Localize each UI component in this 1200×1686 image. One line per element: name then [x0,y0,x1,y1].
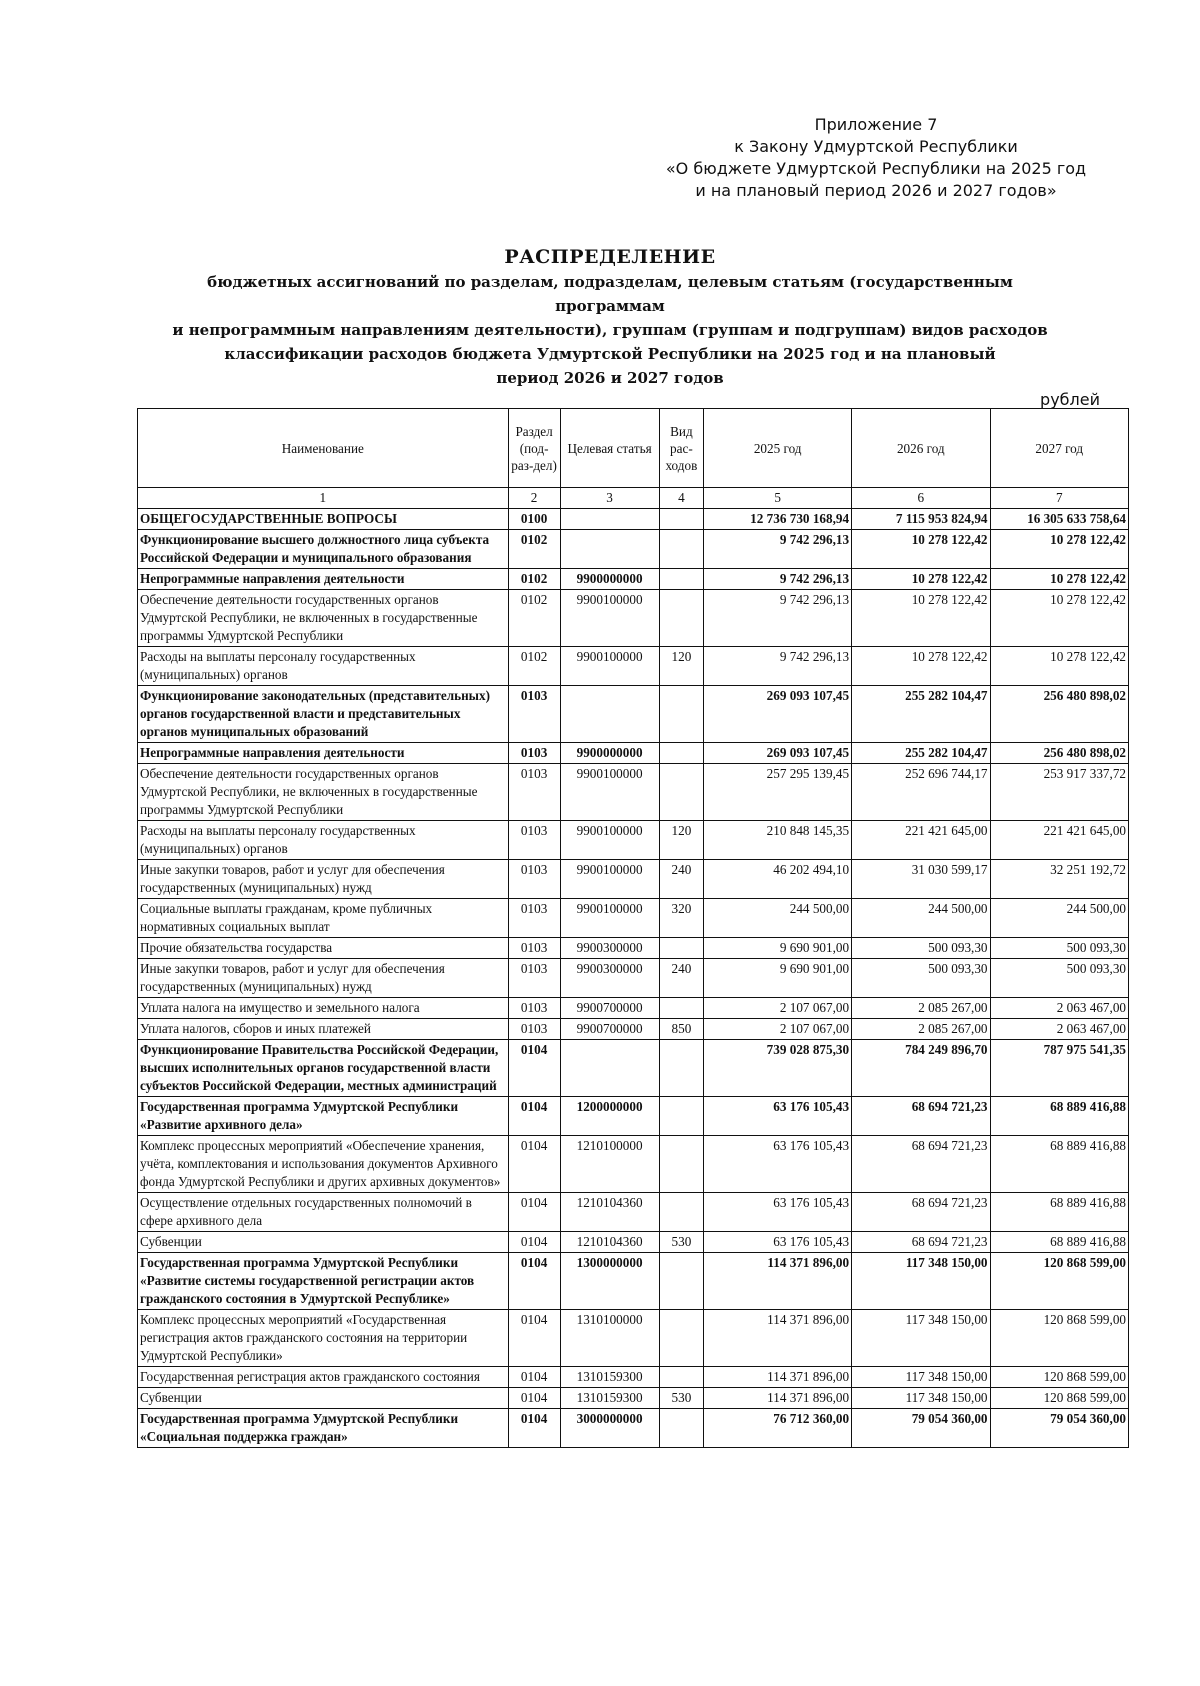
row-amount-2026: 255 282 104,47 [852,743,990,764]
row-amount-2027: 2 063 467,00 [990,998,1128,1019]
row-name: Уплата налога на имущество и земельного налога [138,998,509,1019]
column-number: 7 [990,488,1128,509]
row-section-code: 0103 [508,1019,560,1040]
row-amount-2025: 9 690 901,00 [704,959,852,998]
row-amount-2026: 252 696 744,17 [852,764,990,821]
row-amount-2025: 63 176 105,43 [704,1097,852,1136]
row-target-code: 9900100000 [560,764,659,821]
row-target-code: 9900000000 [560,569,659,590]
row-amount-2025: 63 176 105,43 [704,1136,852,1193]
row-section-code: 0104 [508,1310,560,1367]
table-row [138,743,1129,764]
row-name: Государственная регистрация актов гражданского состояния [138,1367,509,1388]
table-header-row [138,409,1129,488]
row-name: Непрограммные направления деятельности [138,569,509,590]
row-name: Иные закупки товаров, работ и услуг для обеспечения государственных (муниципальных) нужд [138,959,509,998]
row-section-code: 0104 [508,1193,560,1232]
row-section-code: 0103 [508,743,560,764]
row-expense-kind [659,530,704,569]
row-amount-2025: 9 690 901,00 [704,938,852,959]
appendix-number: Приложение 7 [814,115,938,134]
row-amount-2026: 117 348 150,00 [852,1310,990,1367]
row-amount-2026: 117 348 150,00 [852,1367,990,1388]
title-line3: классификации расходов бюджета Удмуртской Республики на 2025 год и на плановый [224,345,996,363]
row-section-code: 0104 [508,1409,560,1448]
budget-table [137,408,1129,1448]
row-amount-2025: 269 093 107,45 [704,686,852,743]
row-name: Государственная программа Удмуртской Республики «Развитие архивного дела» [138,1097,509,1136]
law-title-line1: «О бюджете Удмуртской Республики на 2025 год [665,159,1087,178]
row-amount-2027: 79 054 360,00 [990,1409,1128,1448]
row-amount-2025: 739 028 875,30 [704,1040,852,1097]
row-expense-kind: 530 [659,1232,704,1253]
row-amount-2027: 68 889 416,88 [990,1193,1128,1232]
column-number: 2 [508,488,560,509]
row-section-code: 0102 [508,530,560,569]
row-amount-2027: 120 868 599,00 [990,1367,1128,1388]
row-amount-2026: 244 500,00 [852,899,990,938]
row-amount-2027: 256 480 898,02 [990,686,1128,743]
row-name: Государственная программа Удмуртской Республики «Социальная поддержка граждан» [138,1409,509,1448]
row-name: Функционирование Правительства Российской Федерации, высших исполнительных органов государственной власти субъектов Российской Федерации, местных администраций [138,1040,509,1097]
row-target-code: 9900300000 [560,938,659,959]
row-amount-2026: 7 115 953 824,94 [852,509,990,530]
row-name: Осуществление отдельных государственных полномочий в сфере архивного дела [138,1193,509,1232]
table-row [138,590,1129,647]
row-amount-2027: 10 278 122,42 [990,569,1128,590]
row-target-code: 9900100000 [560,590,659,647]
row-name: Расходы на выплаты персоналу государственных (муниципальных) органов [138,647,509,686]
row-section-code: 0103 [508,938,560,959]
row-section-code: 0103 [508,959,560,998]
law-reference: к Закону Удмуртской Республики [734,137,1018,156]
row-amount-2025: 269 093 107,45 [704,743,852,764]
table-row [138,1097,1129,1136]
row-expense-kind [659,1367,704,1388]
column-number: 4 [659,488,704,509]
row-section-code: 0102 [508,647,560,686]
law-title-line2: и на плановый период 2026 и 2027 годов» [695,181,1057,200]
table-body [138,509,1129,1448]
row-amount-2027: 221 421 645,00 [990,821,1128,860]
row-amount-2025: 9 742 296,13 [704,569,852,590]
row-name: Уплата налогов, сборов и иных платежей [138,1019,509,1040]
row-section-code: 0104 [508,1136,560,1193]
row-target-code: 1210104360 [560,1193,659,1232]
row-section-code: 0104 [508,1253,560,1310]
table-row [138,1388,1129,1409]
row-name: Обеспечение деятельности государственных органов Удмуртской Республики, не включенных в государственные программы Удмуртской Республики [138,764,509,821]
row-section-code: 0103 [508,860,560,899]
row-section-code: 0104 [508,1040,560,1097]
row-expense-kind [659,1193,704,1232]
row-section-code: 0104 [508,1388,560,1409]
header-kind: Вид рас-ходов [659,409,704,488]
table-row [138,509,1129,530]
row-section-code: 0104 [508,1367,560,1388]
row-amount-2025: 114 371 896,00 [704,1253,852,1310]
row-expense-kind: 850 [659,1019,704,1040]
header-2025: 2025 год [704,409,852,488]
row-name: Иные закупки товаров, работ и услуг для обеспечения государственных (муниципальных) нужд [138,860,509,899]
table-row [138,998,1129,1019]
row-amount-2026: 500 093,30 [852,938,990,959]
table-row [138,959,1129,998]
row-amount-2027: 253 917 337,72 [990,764,1128,821]
row-expense-kind [659,1310,704,1367]
row-target-code: 1200000000 [560,1097,659,1136]
row-amount-2026: 2 085 267,00 [852,1019,990,1040]
column-number: 1 [138,488,509,509]
row-amount-2027: 2 063 467,00 [990,1019,1128,1040]
table-row [138,1019,1129,1040]
row-expense-kind [659,938,704,959]
row-amount-2026: 117 348 150,00 [852,1253,990,1310]
row-expense-kind [659,1253,704,1310]
row-amount-2026: 10 278 122,42 [852,569,990,590]
row-target-code: 9900700000 [560,998,659,1019]
row-amount-2025: 114 371 896,00 [704,1310,852,1367]
row-expense-kind: 240 [659,959,704,998]
row-amount-2026: 784 249 896,70 [852,1040,990,1097]
row-target-code: 1210104360 [560,1232,659,1253]
row-amount-2027: 10 278 122,42 [990,590,1128,647]
table-row [138,821,1129,860]
row-name: Функционирование высшего должностного лица субъекта Российской Федерации и муниципального образования [138,530,509,569]
row-target-code: 1310100000 [560,1310,659,1367]
row-target-code: 9900100000 [560,899,659,938]
row-target-code: 9900100000 [560,860,659,899]
row-name: Комплекс процессных мероприятий «Обеспечение хранения, учёта, комплектования и использования документов Архивного фонда Удмуртской Республики и других архивных документов» [138,1136,509,1193]
row-name: Субвенции [138,1232,509,1253]
table-row [138,1193,1129,1232]
row-expense-kind [659,1409,704,1448]
row-amount-2025: 114 371 896,00 [704,1388,852,1409]
row-section-code: 0104 [508,1232,560,1253]
table-row [138,647,1129,686]
row-amount-2025: 2 107 067,00 [704,1019,852,1040]
row-amount-2026: 221 421 645,00 [852,821,990,860]
row-section-code: 0103 [508,899,560,938]
row-section-code: 0103 [508,686,560,743]
table-row [138,1310,1129,1367]
row-section-code: 0100 [508,509,560,530]
row-amount-2026: 68 694 721,23 [852,1136,990,1193]
row-expense-kind: 120 [659,821,704,860]
row-target-code [560,1040,659,1097]
title-line4: период 2026 и 2027 годов [496,369,724,387]
appendix-header [656,114,1096,202]
row-amount-2027: 120 868 599,00 [990,1310,1128,1367]
row-amount-2027: 10 278 122,42 [990,530,1128,569]
header-2027: 2027 год [990,409,1128,488]
row-amount-2025: 2 107 067,00 [704,998,852,1019]
table-row [138,1253,1129,1310]
row-target-code: 1310159300 [560,1388,659,1409]
row-amount-2027: 120 868 599,00 [990,1253,1128,1310]
table-row [138,899,1129,938]
table-row [138,1367,1129,1388]
row-target-code [560,509,659,530]
row-amount-2027: 256 480 898,02 [990,743,1128,764]
row-amount-2026: 117 348 150,00 [852,1388,990,1409]
row-amount-2027: 120 868 599,00 [990,1388,1128,1409]
row-amount-2027: 10 278 122,42 [990,647,1128,686]
row-target-code: 9900100000 [560,647,659,686]
row-amount-2027: 32 251 192,72 [990,860,1128,899]
row-expense-kind [659,1040,704,1097]
row-amount-2025: 12 736 730 168,94 [704,509,852,530]
header-target: Целевая статья [560,409,659,488]
table-row [138,1409,1129,1448]
row-section-code: 0102 [508,569,560,590]
row-name: Социальные выплаты гражданам, кроме публичных нормативных социальных выплат [138,899,509,938]
row-section-code: 0102 [508,590,560,647]
row-expense-kind [659,590,704,647]
row-amount-2025: 114 371 896,00 [704,1367,852,1388]
row-section-code: 0104 [508,1097,560,1136]
row-name: Функционирование законодательных (представительных) органов государственной власти и представительных органов муниципальных образований [138,686,509,743]
column-number: 3 [560,488,659,509]
row-amount-2026: 10 278 122,42 [852,530,990,569]
row-amount-2026: 500 093,30 [852,959,990,998]
row-amount-2025: 76 712 360,00 [704,1409,852,1448]
column-number: 6 [852,488,990,509]
table-row [138,1232,1129,1253]
row-amount-2025: 244 500,00 [704,899,852,938]
row-amount-2026: 68 694 721,23 [852,1193,990,1232]
row-name: Государственная программа Удмуртской Республики «Развитие системы государственной регистрации актов гражданского состояния в Удмуртской Республике» [138,1253,509,1310]
row-amount-2026: 68 694 721,23 [852,1232,990,1253]
header-name: Наименование [138,409,509,488]
row-amount-2025: 210 848 145,35 [704,821,852,860]
row-amount-2027: 16 305 633 758,64 [990,509,1128,530]
row-amount-2027: 68 889 416,88 [990,1136,1128,1193]
row-expense-kind: 240 [659,860,704,899]
row-expense-kind: 120 [659,647,704,686]
table-row [138,1136,1129,1193]
row-section-code: 0103 [508,821,560,860]
row-amount-2025: 63 176 105,43 [704,1193,852,1232]
row-name: Обеспечение деятельности государственных органов Удмуртской Республики, не включенных в государственные программы Удмуртской Республики [138,590,509,647]
row-target-code: 9900000000 [560,743,659,764]
column-number-row [138,488,1129,509]
row-amount-2027: 500 093,30 [990,959,1128,998]
row-target-code: 3000000000 [560,1409,659,1448]
title-line1: бюджетных ассигнований по разделам, подразделам, целевым статьям (государственным программам [207,273,1013,315]
row-amount-2026: 10 278 122,42 [852,590,990,647]
title-main: РАСПРЕДЕЛЕНИЕ [504,246,716,268]
row-expense-kind [659,764,704,821]
table-row [138,686,1129,743]
row-amount-2026: 2 085 267,00 [852,998,990,1019]
row-amount-2025: 257 295 139,45 [704,764,852,821]
table-row [138,938,1129,959]
row-amount-2025: 9 742 296,13 [704,530,852,569]
row-amount-2026: 79 054 360,00 [852,1409,990,1448]
row-section-code: 0103 [508,764,560,821]
row-expense-kind [659,569,704,590]
table-row [138,569,1129,590]
row-name: ОБЩЕГОСУДАРСТВЕННЫЕ ВОПРОСЫ [138,509,509,530]
row-amount-2025: 9 742 296,13 [704,647,852,686]
table-row [138,764,1129,821]
row-expense-kind [659,509,704,530]
row-expense-kind [659,1097,704,1136]
row-name: Расходы на выплаты персоналу государственных (муниципальных) органов [138,821,509,860]
row-expense-kind [659,743,704,764]
row-amount-2025: 63 176 105,43 [704,1232,852,1253]
units-label: рублей [1040,390,1100,409]
row-amount-2025: 46 202 494,10 [704,860,852,899]
row-name: Субвенции [138,1388,509,1409]
row-target-code: 1210100000 [560,1136,659,1193]
row-amount-2026: 68 694 721,23 [852,1097,990,1136]
row-amount-2026: 31 030 599,17 [852,860,990,899]
row-name: Комплекс процессных мероприятий «Государственная регистрация актов гражданского состояния на территории Удмуртской Республики» [138,1310,509,1367]
row-amount-2025: 9 742 296,13 [704,590,852,647]
row-amount-2026: 255 282 104,47 [852,686,990,743]
title-line2: и непрограммным направлениям деятельности), группам (группам и подгруппам) видов расходов [172,321,1048,339]
row-expense-kind: 530 [659,1388,704,1409]
table-row [138,1040,1129,1097]
row-name: Непрограммные направления деятельности [138,743,509,764]
row-expense-kind: 320 [659,899,704,938]
row-target-code: 9900700000 [560,1019,659,1040]
table-row [138,860,1129,899]
header-section: Раздел (под-раз-дел) [508,409,560,488]
row-expense-kind [659,1136,704,1193]
row-target-code: 1300000000 [560,1253,659,1310]
document-title [150,244,1070,390]
row-expense-kind [659,998,704,1019]
row-target-code [560,686,659,743]
row-section-code: 0103 [508,998,560,1019]
row-target-code: 9900300000 [560,959,659,998]
row-name: Прочие обязательства государства [138,938,509,959]
row-amount-2027: 68 889 416,88 [990,1232,1128,1253]
row-amount-2027: 244 500,00 [990,899,1128,938]
row-amount-2027: 500 093,30 [990,938,1128,959]
row-amount-2026: 10 278 122,42 [852,647,990,686]
row-target-code [560,530,659,569]
column-number: 5 [704,488,852,509]
row-target-code: 9900100000 [560,821,659,860]
row-target-code: 1310159300 [560,1367,659,1388]
row-amount-2027: 787 975 541,35 [990,1040,1128,1097]
header-2026: 2026 год [852,409,990,488]
row-amount-2027: 68 889 416,88 [990,1097,1128,1136]
table-row [138,530,1129,569]
row-expense-kind [659,686,704,743]
